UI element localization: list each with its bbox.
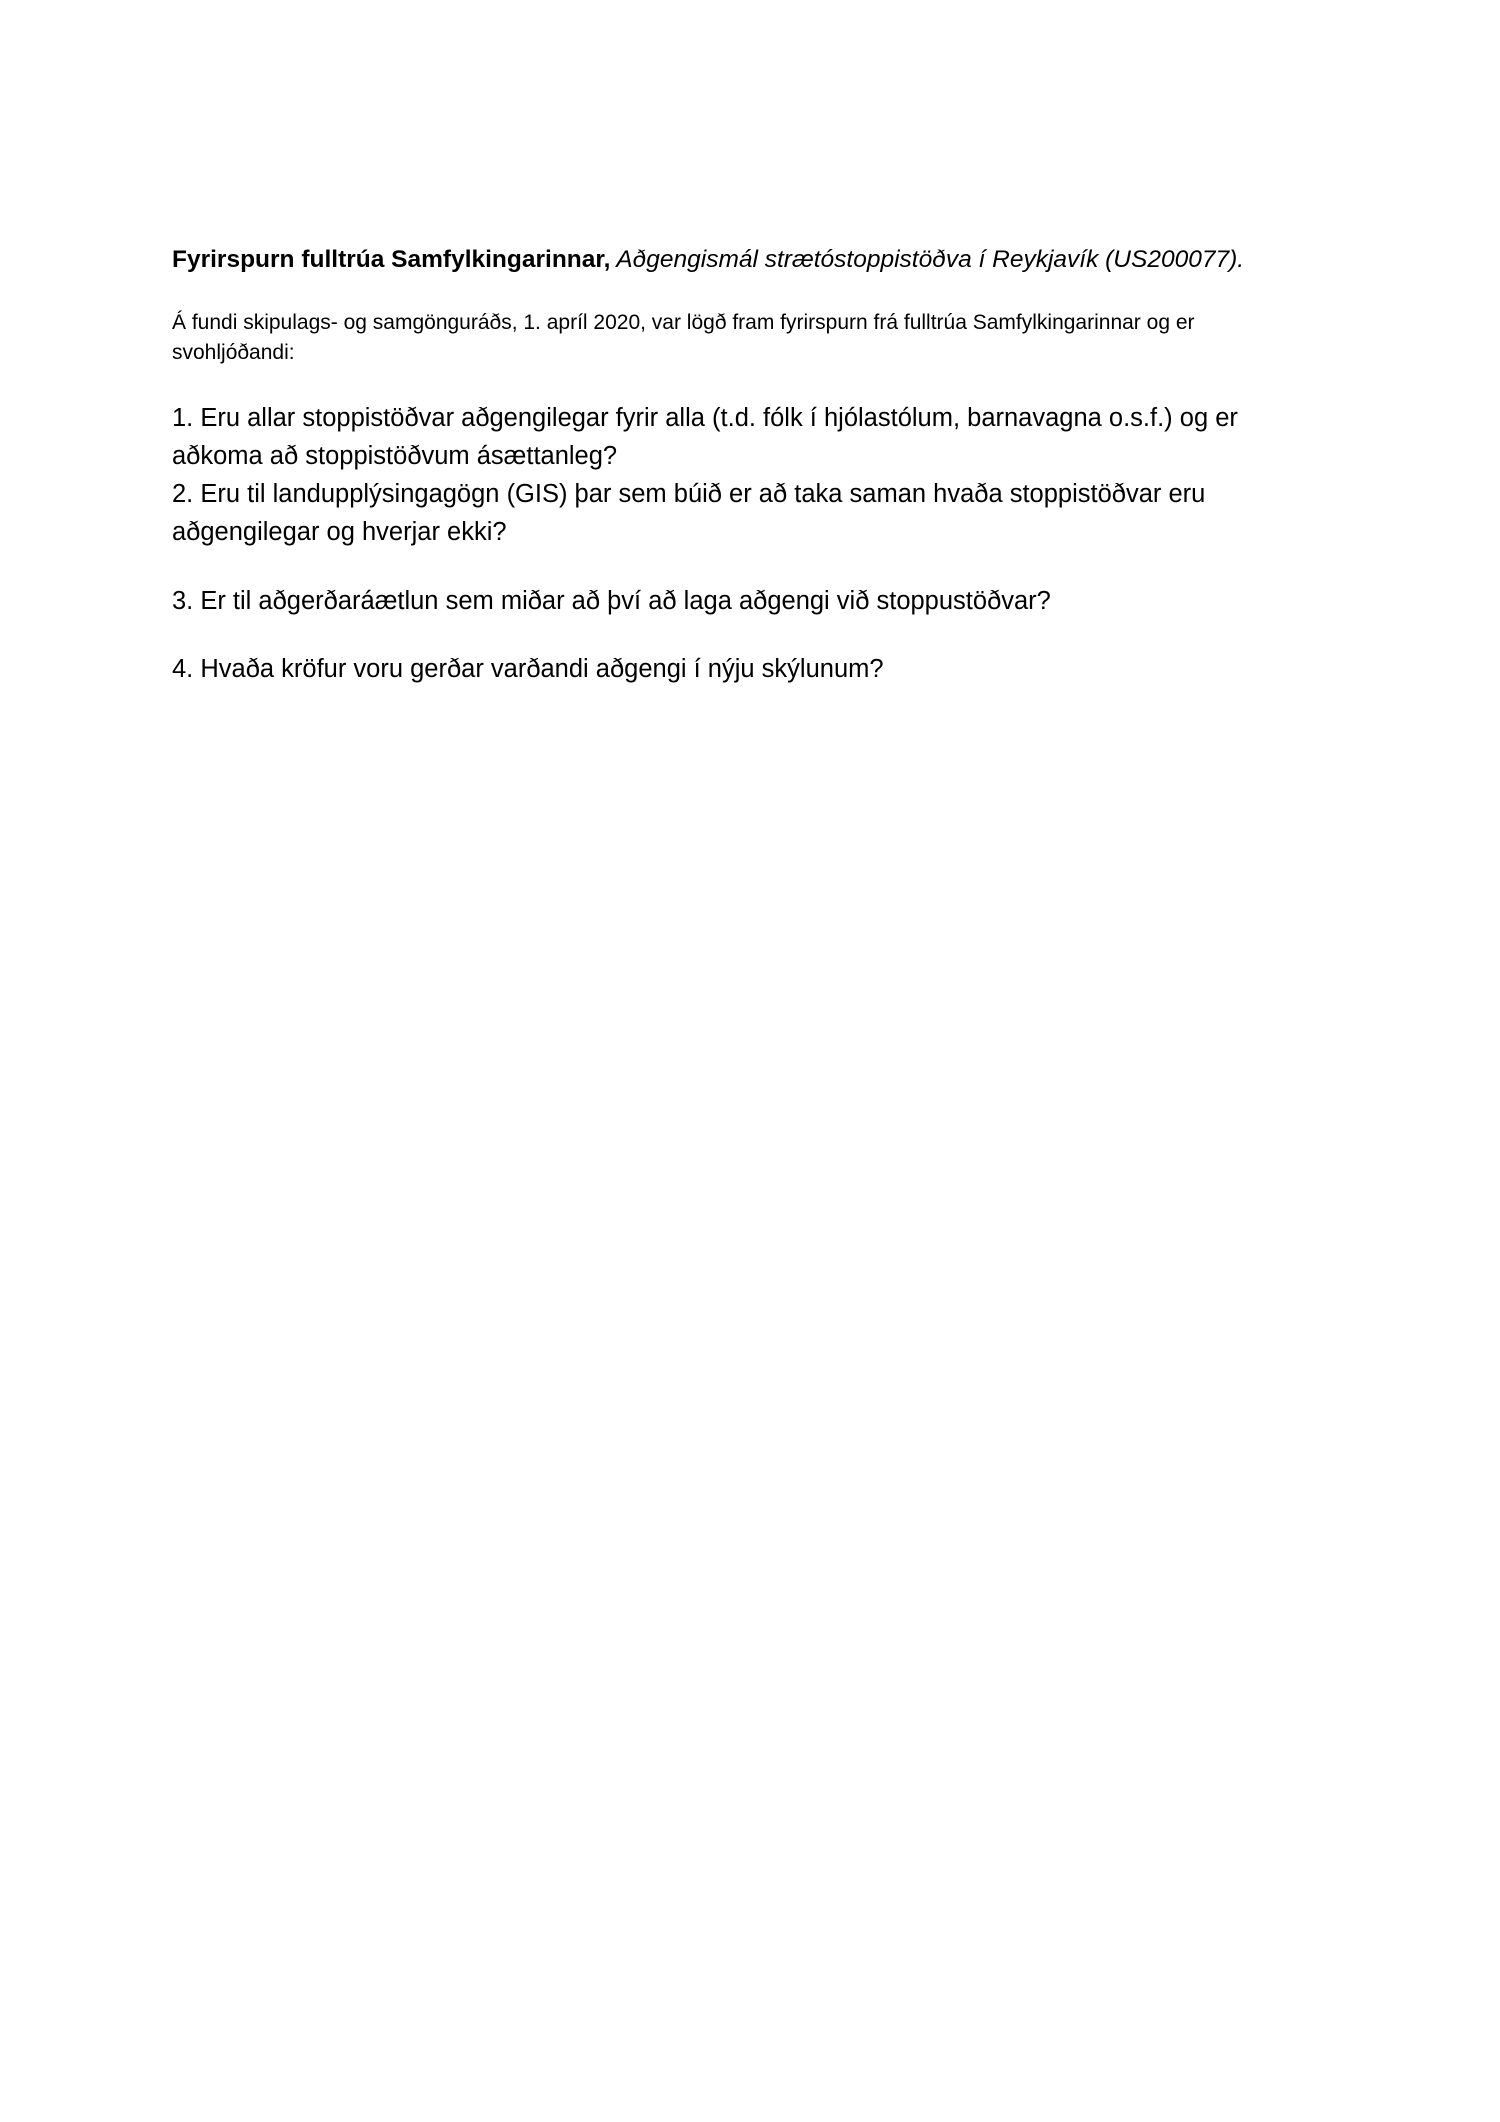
question-item: 1. Eru allar stoppistöðvar aðgengilegar fyrir alla (t.d. fólk í hjólastólum, barnavagna o.s.f.) og er aðkoma að stoppistöðvum ásættanleg?: [172, 403, 1238, 470]
question-group-3: [172, 650, 1292, 688]
spacer: [172, 620, 1292, 650]
question-item: 4. Hvaða kröfur voru gerðar varðandi aðgengi í nýju skýlunum?: [172, 654, 884, 683]
question-group-2: [172, 582, 1292, 620]
question-group-1: [172, 399, 1292, 552]
title-bold-text: Fyrirspurn fulltrúa Samfylkingarinnar,: [172, 246, 611, 273]
intro-paragraph: Á fundi skipulags- og samgönguráðs, 1. apríl 2020, var lögð fram fyrirspurn frá fulltrúa Samfylkingarinnar og er svohljóðandi:: [172, 310, 1195, 365]
document-title: [172, 243, 1292, 278]
question-item: 3. Er til aðgerðaráætlun sem miðar að því að laga aðgengi við stoppustöðvar?: [172, 586, 1051, 615]
document-body: [172, 243, 1292, 688]
question-item: 2. Eru til landupplýsingagögn (GIS) þar sem búið er að taka saman hvaða stoppistöðvar eru aðgengilegar og hverjar ekki?: [172, 480, 1206, 547]
title-italic-text: Aðgengismál strætóstoppistöðva í Reykjavík (US200077).: [610, 246, 1245, 273]
spacer: [172, 552, 1292, 582]
